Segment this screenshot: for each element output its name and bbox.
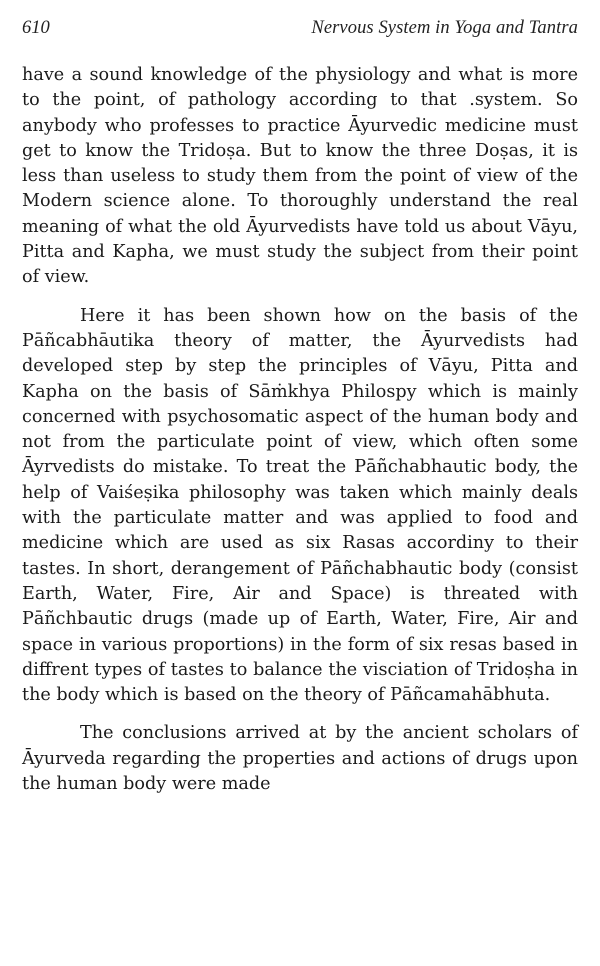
paragraph: The conclusions arrived at by the ancient scholars of Āyurveda regarding the properties and actions of drugs upon the human body were made <box>22 723 578 795</box>
body-text <box>22 63 578 797</box>
page-number: 610 <box>22 18 50 38</box>
paragraph-continued: have a sound knowledge of the physiology and what is more to the point, of pathology according to that .system. So anybody who professes to practice Āyurvedic medicine must get to know the Tridoṣa. But to know the three Doṣas, it is less than useless to study them from the point of view of the Modern science alone. To thoroughly understand the real meaning of what the old Āyurvedists have told us about Vāyu, Pitta and Kapha, we must study the subject from their point of view. <box>22 65 578 288</box>
paragraph: Here it has been shown how on the basis of the Pāñcabhāutika theory of matter, the Āyurvedists had developed step by step the principles of Vāyu, Pitta and Kapha on the basis of Sāṁkhya Philospy which is mainly concerned with psychosomatic aspect of the human body and not from the particulate point of view, which often some Āyrvedists do mistake. To treat the Pāñchabhautic body, the help of Vaiśeṣika philosophy was taken which mainly deals with the particulate matter and was applied to food and medicine which are used as six Rasas accordiny to their tastes. In short, derangement of Pāñchabhautic body (consist Earth, Water, Fire, Air and Space) is threated with Pāñchbautic drugs (made up of Earth, Water, Fire, Air and space in various proportions) in the form of six resas based in diffrent types of tastes to balance the visciation of Tridoṣha in the body which is based on the theory of Pāñcamahābhuta. <box>22 305 578 706</box>
page-header <box>22 18 578 42</box>
running-title: Nervous System in Yoga and Tantra <box>311 18 578 38</box>
